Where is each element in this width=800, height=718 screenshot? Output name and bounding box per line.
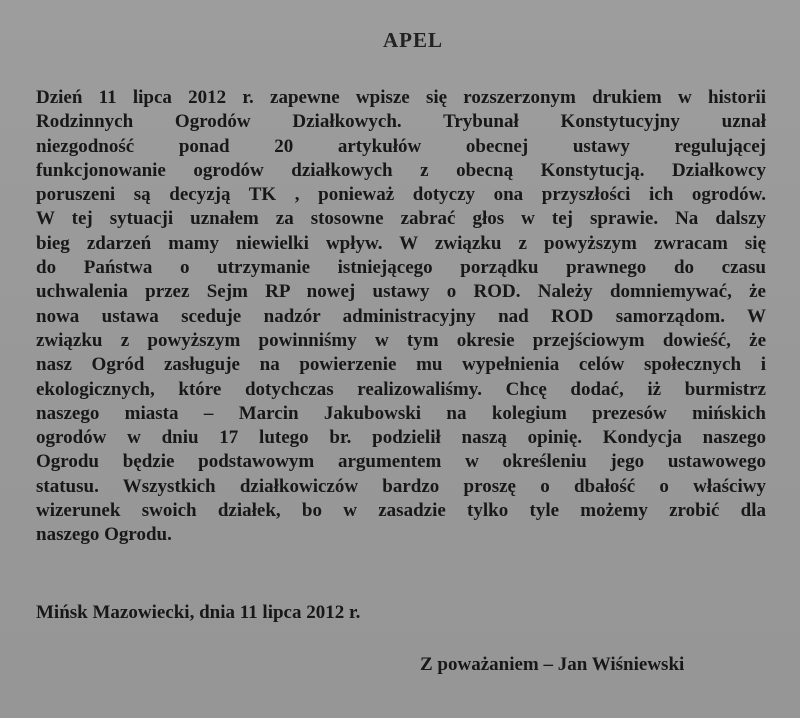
document-title: APEL <box>382 28 443 52</box>
body-line: nowa ustawa sceduje nadzór administracyjny nad ROD samorządom. W <box>36 305 766 327</box>
body-line: Rodzinnych Ogrodów Działkowych. Trybunał Konstytucyjny uznał <box>36 111 766 133</box>
body-line: funkcjonowanie ogrodów działkowych z obecną Konstytucją. Działkowcy <box>36 159 766 181</box>
document-body <box>36 86 766 548</box>
body-line: W tej sytuacji uznałem za stosowne zabrać głos w tej sprawie. Na dalszy <box>36 208 766 230</box>
body-line: nasz Ogród zasługuje na powierzenie mu wypełnienia celów społecznych i <box>36 354 766 376</box>
body-line: niezgodność ponad 20 artykułów obecnej ustawy regulującej <box>36 135 766 157</box>
place-and-date: Mińsk Mazowiecki, dnia 11 lipca 2012 r. <box>36 602 361 623</box>
body-line: Dzień 11 lipca 2012 r. zapewne wpisze się rozszerzonym drukiem w historii <box>36 87 766 108</box>
body-line: statusu. Wszystkich działkowiczów bardzo proszę o dbałość o właściwy <box>36 475 766 497</box>
body-line: ogrodów w dniu 17 lutego br. podzielił naszą opinię. Kondycja naszego <box>36 427 766 449</box>
signature-line: Z poważaniem – Jan Wiśniewski <box>420 654 685 675</box>
body-line: uchwalenia przez Sejm RP nowej ustawy o ROD. Należy domniemywać, że <box>36 281 766 303</box>
body-line: ekologicznych, które dotychczas realizowaliśmy. Chcę dodać, iż burmistrz <box>36 378 766 400</box>
body-line: naszego miasta – Marcin Jakubowski na kolegium prezesów mińskich <box>36 402 766 424</box>
body-line-last: naszego Ogrodu. <box>36 524 172 546</box>
body-line: poruszeni są decyzją TK , ponieważ dotyczy ona przyszłości ich ogrodów. <box>36 184 766 206</box>
body-line: wizerunek swoich działek, bo w zasadzie tylko tyle możemy zrobić dla <box>36 500 766 522</box>
body-line: bieg zdarzeń mamy niewielki wpływ. W związku z powyższym zwracam się <box>36 232 766 254</box>
body-line: do Państwa o utrzymanie istniejącego porządku prawnego do czasu <box>36 257 766 279</box>
body-line: związku z powyższym powinniśmy w tym okresie przejściowym dowieść, że <box>36 329 766 351</box>
body-line: Ogrodu będzie podstawowym argumentem w określeniu jego ustawowego <box>36 451 766 473</box>
